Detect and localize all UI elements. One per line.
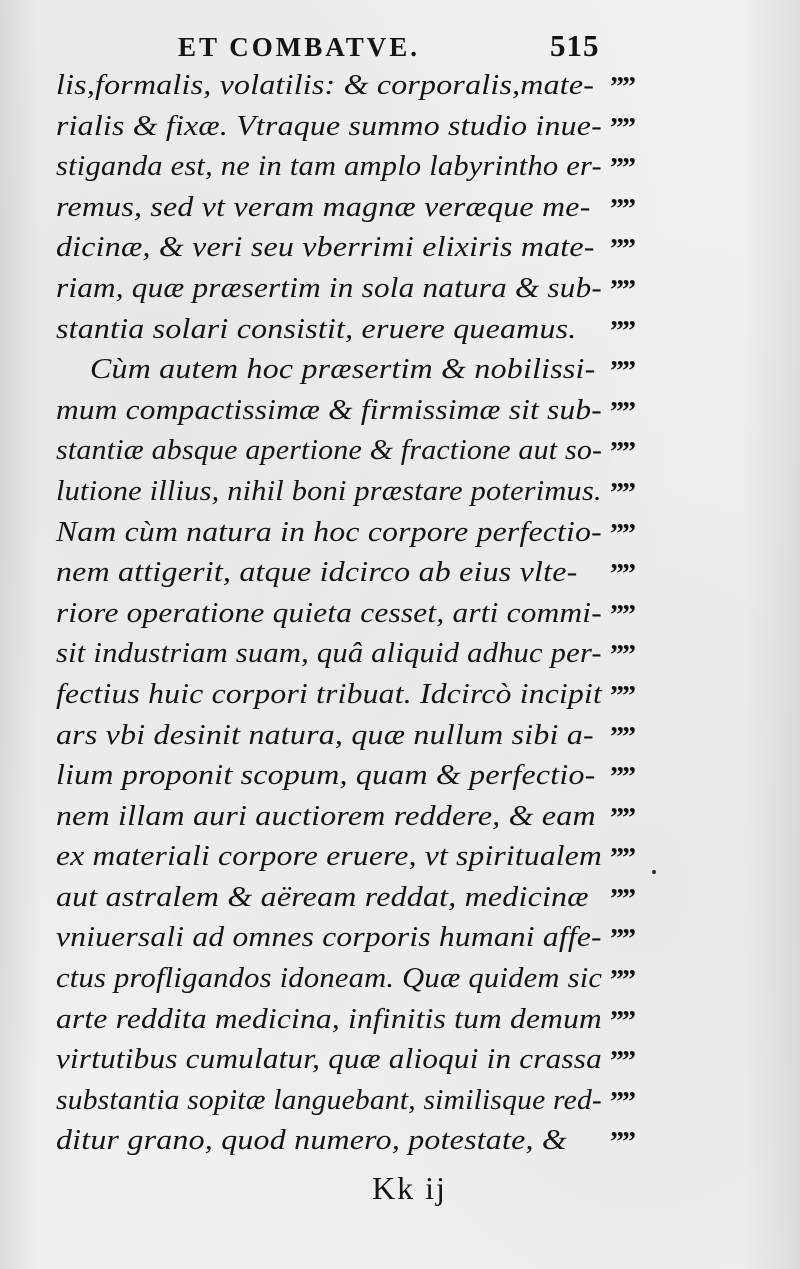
text-line [56,756,746,797]
text-line [56,513,746,554]
text-line [56,959,746,1000]
marginal-quote-mark: ”” [610,518,634,550]
marginal-quote-mark: ”” [610,965,634,997]
line-text: ctus profligandos idoneam. Quæ quidem sic [56,963,603,995]
line-text: stantia solari consistit, eruere queamus. [56,313,577,345]
page-edge-shadow [740,0,800,1269]
marginal-quote-mark: ”” [610,1046,634,1078]
line-text: fectius huic corpori tribuat. Idcircò incipit [56,678,603,710]
marginal-quote-mark: ”” [610,1086,634,1118]
marginal-quote-mark: ”” [610,883,634,915]
marginal-quote-mark: ”” [610,762,634,794]
text-line [56,553,746,594]
line-text: ditur grano, quod numero, potestate, & [56,1125,567,1157]
line-text: nem attigerit, atque idcirco ab eius vlte- [56,557,578,589]
text-line [56,1000,746,1041]
line-text: arte reddita medicina, infinitis tum demum [56,1003,602,1035]
text-line [56,797,746,838]
text-line [56,878,746,919]
marginal-quote-mark: ”” [610,437,634,469]
text-line [56,472,746,513]
line-text: ex materiali corpore eruere, vt spiritualem [56,841,602,873]
body-text [56,66,746,1162]
text-line [56,107,746,148]
line-text: stiganda est, ne in tam amplo labyrintho er- [56,151,602,183]
marginal-quote-mark: ”” [610,315,634,347]
marginal-quote-mark: ”” [610,112,634,144]
marginal-quote-mark: ”” [610,477,634,509]
text-line [56,634,746,675]
line-text: virtutibus cumulatur, quæ alioqui in crassa [56,1044,602,1076]
text-line [56,188,746,229]
line-text: vniuersali ad omnes corporis humani affe- [56,922,602,954]
line-text: substantia sopitæ languebant, similisque red- [56,1084,602,1116]
marginal-quote-mark: ”” [610,72,634,103]
marginal-quote-mark: ”” [610,1005,634,1037]
text-line [56,1081,746,1122]
marginal-quote-mark: ”” [610,396,634,428]
ink-speck [652,870,656,874]
marginal-quote-mark: ”” [610,356,634,388]
marginal-quote-mark: ”” [610,559,634,591]
page-header [0,28,800,68]
text-line [56,1040,746,1081]
marginal-quote-mark: ”” [610,721,634,753]
running-head: ET COMBATVE. [178,32,421,62]
line-text: lis,formalis, volatilis: & corporalis,mate- [56,70,595,101]
text-line [56,66,746,107]
line-text: aut astralem & aëream reddat, medicinæ [56,881,589,913]
text-line [56,147,746,188]
line-text: Cùm autem hoc præsertim & nobilissi- [90,354,596,386]
text-line [56,431,746,472]
marginal-quote-mark: ”” [610,802,634,834]
marginal-quote-mark: ”” [610,153,634,185]
line-text: riore operatione quieta cesset, arti commi- [56,597,602,629]
line-text: stantiæ absque apertione & fractione aut so- [56,435,603,467]
text-line [56,594,746,635]
marginal-quote-mark: ”” [610,924,634,956]
line-text: ars vbi desinit natura, quæ nullum sibi a- [56,719,594,751]
text-line [56,716,746,757]
line-text: lutione illius, nihil boni præstare poterimus. [56,475,602,507]
line-text: lium proponit scopum, quam & perfectio- [56,760,596,792]
marginal-quote-mark: ”” [610,193,634,225]
line-text: Nam cùm natura in hoc corpore perfectio- [56,516,602,548]
marginal-quote-mark: ”” [610,640,634,672]
page-number: 515 [550,28,600,63]
text-line [56,918,746,959]
marginal-quote-mark: ”” [610,1127,634,1159]
text-line [56,228,746,269]
marginal-quote-mark: ”” [610,680,634,712]
marginal-quote-mark: ”” [610,234,634,266]
text-line [56,391,746,432]
marginal-quote-mark: ”” [610,843,634,875]
line-text: remus, sed vt veram magnæ veræque me- [56,191,591,223]
text-line [56,837,746,878]
text-line [56,310,746,351]
marginal-quote-mark: ”” [610,274,634,306]
text-line [56,675,746,716]
line-text: dicinæ, & veri seu vberrimi elixiris mate- [56,232,595,264]
signature-mark: Kk ij [372,1170,447,1206]
marginal-quote-mark: ”” [610,599,634,631]
line-text: mum compactissimæ & firmissimæ sit sub- [56,394,602,426]
text-line [56,269,746,310]
line-text: riam, quæ præsertim in sola natura & sub- [56,272,603,304]
text-line [56,1121,746,1162]
line-text: nem illam auri auctiorem reddere, & eam [56,800,596,832]
text-line [56,350,746,391]
line-text: sit industriam suam, quâ aliquid adhuc per- [56,638,602,670]
line-text: rialis & fixæ. Vtraque summo studio inue- [56,110,602,142]
